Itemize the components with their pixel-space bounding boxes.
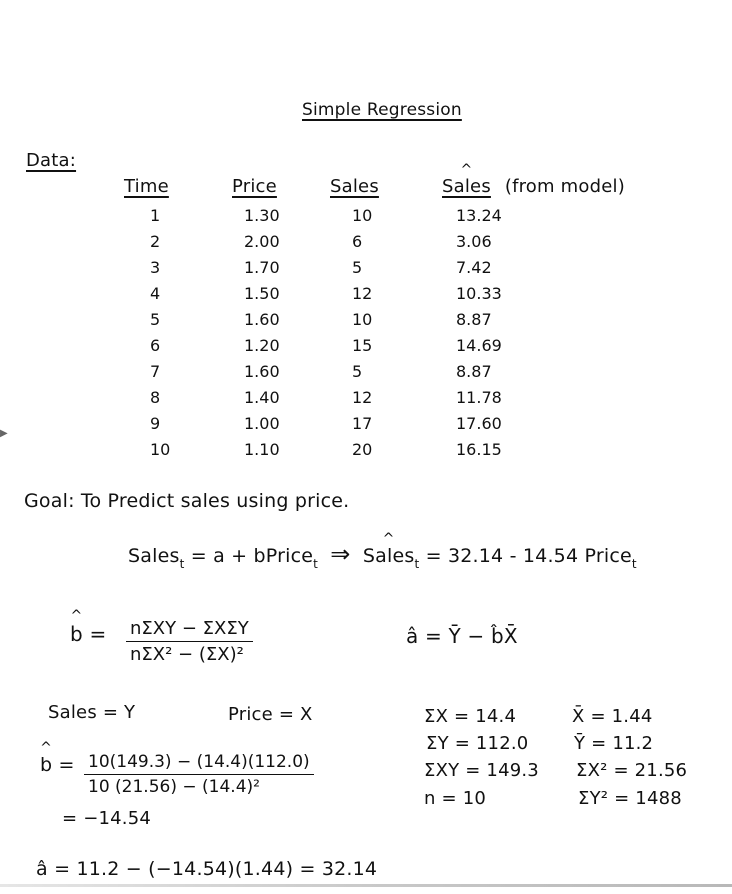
table-row [0, 362, 732, 384]
cell-sales-hat: 14.69 [456, 336, 502, 355]
b-calc-eq-sign: = [52, 754, 75, 776]
cell-sales: 10 [352, 206, 373, 225]
table-row [0, 284, 732, 306]
a-calc-line: â = 11.2 − (−14.54)(1.44) = 32.14 [36, 858, 378, 880]
data-label: Data: [26, 150, 77, 171]
table-row [0, 414, 732, 436]
implies-arrow: ⇒ [330, 540, 351, 568]
table-row [0, 206, 732, 228]
table-row [0, 258, 732, 280]
cell-sales: 17 [352, 414, 373, 433]
cell-sales: 12 [352, 388, 373, 407]
b-calc-denominator: 10 (21.56) − (14.4)² [88, 777, 260, 797]
cell-price: 1.30 [244, 206, 280, 225]
def-sales-y: Sales = Y [48, 702, 136, 723]
cell-sales-hat: 11.78 [456, 388, 502, 407]
cell-price: 1.40 [244, 388, 280, 407]
cell-sales: 5 [352, 258, 363, 277]
goal-text: Goal: To Predict sales using price. [24, 490, 350, 512]
cell-price: 2.00 [244, 232, 280, 251]
cell-price: 1.10 [244, 440, 280, 459]
model-lhs-sub: t [179, 557, 185, 571]
cell-sales: 6 [352, 232, 363, 251]
cell-time: 2 [150, 232, 161, 251]
cell-sales-hat: 13.24 [456, 206, 502, 225]
edge-marker-icon: ▶ [0, 428, 8, 439]
table-row [0, 310, 732, 332]
cell-sales-hat: 7.42 [456, 258, 492, 277]
cell-sales: 5 [352, 362, 363, 381]
header-sales-hat-label: ^ Sales [442, 176, 491, 197]
b-hat-numerator: nΣXY − ΣXΣY [130, 618, 249, 639]
cell-time: 10 [150, 440, 171, 459]
b-hat-eq-sign: = [82, 622, 107, 646]
cell-sales: 12 [352, 284, 373, 303]
cell-sales-hat: 8.87 [456, 362, 492, 381]
cell-price: 1.60 [244, 362, 280, 381]
cell-time: 3 [150, 258, 161, 277]
cell-sales: 15 [352, 336, 373, 355]
cell-time: 5 [150, 310, 161, 329]
table-row [0, 388, 732, 410]
cell-time: 4 [150, 284, 161, 303]
model-eq1: = a + bPrice [184, 545, 314, 567]
model-eq1-sub: t [313, 557, 319, 571]
b-calc-result: = −14.54 [62, 808, 152, 829]
sum-y: ΣY = 112.0 [426, 733, 529, 754]
cell-sales: 10 [352, 310, 373, 329]
mean-y: Ȳ = 11.2 [574, 733, 654, 754]
header-time: Time [124, 176, 169, 197]
table-row [0, 232, 732, 254]
b-calc-symbol: ^ b [40, 754, 52, 776]
header-price: Price [232, 176, 277, 197]
cell-price: 1.20 [244, 336, 280, 355]
table-row [0, 336, 732, 358]
header-from-model: (from model) [504, 176, 625, 197]
cell-price: 1.50 [244, 284, 280, 303]
a-hat-formula: â = Ȳ − b̂X̄ [406, 624, 518, 648]
b-hat-denominator: nΣX² − (ΣX)² [130, 644, 244, 665]
cell-sales: 20 [352, 440, 373, 459]
b-calc-lhs [40, 754, 75, 776]
model-equation [128, 540, 637, 571]
cell-sales-hat: 8.87 [456, 310, 492, 329]
sum-y2: ΣY² = 1488 [578, 788, 682, 809]
cell-price: 1.00 [244, 414, 280, 433]
cell-time: 9 [150, 414, 161, 433]
cell-time: 8 [150, 388, 161, 407]
fitted-eq-sub: t [631, 557, 637, 571]
cell-sales-hat: 3.06 [456, 232, 492, 251]
cell-time: 6 [150, 336, 161, 355]
fitted-eq: = 32.14 - 14.54 Price [419, 545, 632, 567]
b-hat-formula-lhs [70, 622, 106, 646]
cell-price: 1.70 [244, 258, 280, 277]
b-hat-fraction [126, 618, 253, 665]
def-price-x: Price = X [228, 704, 313, 725]
b-calc-fraction [84, 752, 314, 797]
cell-sales-hat: 17.60 [456, 414, 502, 433]
page-title: Simple Regression [302, 100, 462, 120]
cell-price: 1.60 [244, 310, 280, 329]
b-hat-symbol: ^ b [70, 622, 83, 646]
n-value: n = 10 [424, 788, 487, 809]
b-calc-numerator: 10(149.3) − (14.4)(112.0) [88, 752, 310, 772]
cell-sales-hat: 10.33 [456, 284, 502, 303]
table-row [0, 440, 732, 462]
cell-sales-hat: 16.15 [456, 440, 502, 459]
cell-time: 7 [150, 362, 161, 381]
fitted-lhs: ^ Sales [363, 545, 415, 567]
mean-x: X̄ = 1.44 [572, 706, 653, 727]
sum-xy: ΣXY = 149.3 [424, 760, 539, 781]
sum-x: ΣX = 14.4 [424, 706, 517, 727]
fitted-lhs-sub: t [414, 557, 420, 571]
header-sales: Sales [330, 176, 379, 197]
bottom-border [0, 884, 732, 887]
model-lhs: Sales [128, 545, 180, 567]
cell-time: 1 [150, 206, 161, 225]
sum-x2: ΣX² = 21.56 [576, 760, 688, 781]
